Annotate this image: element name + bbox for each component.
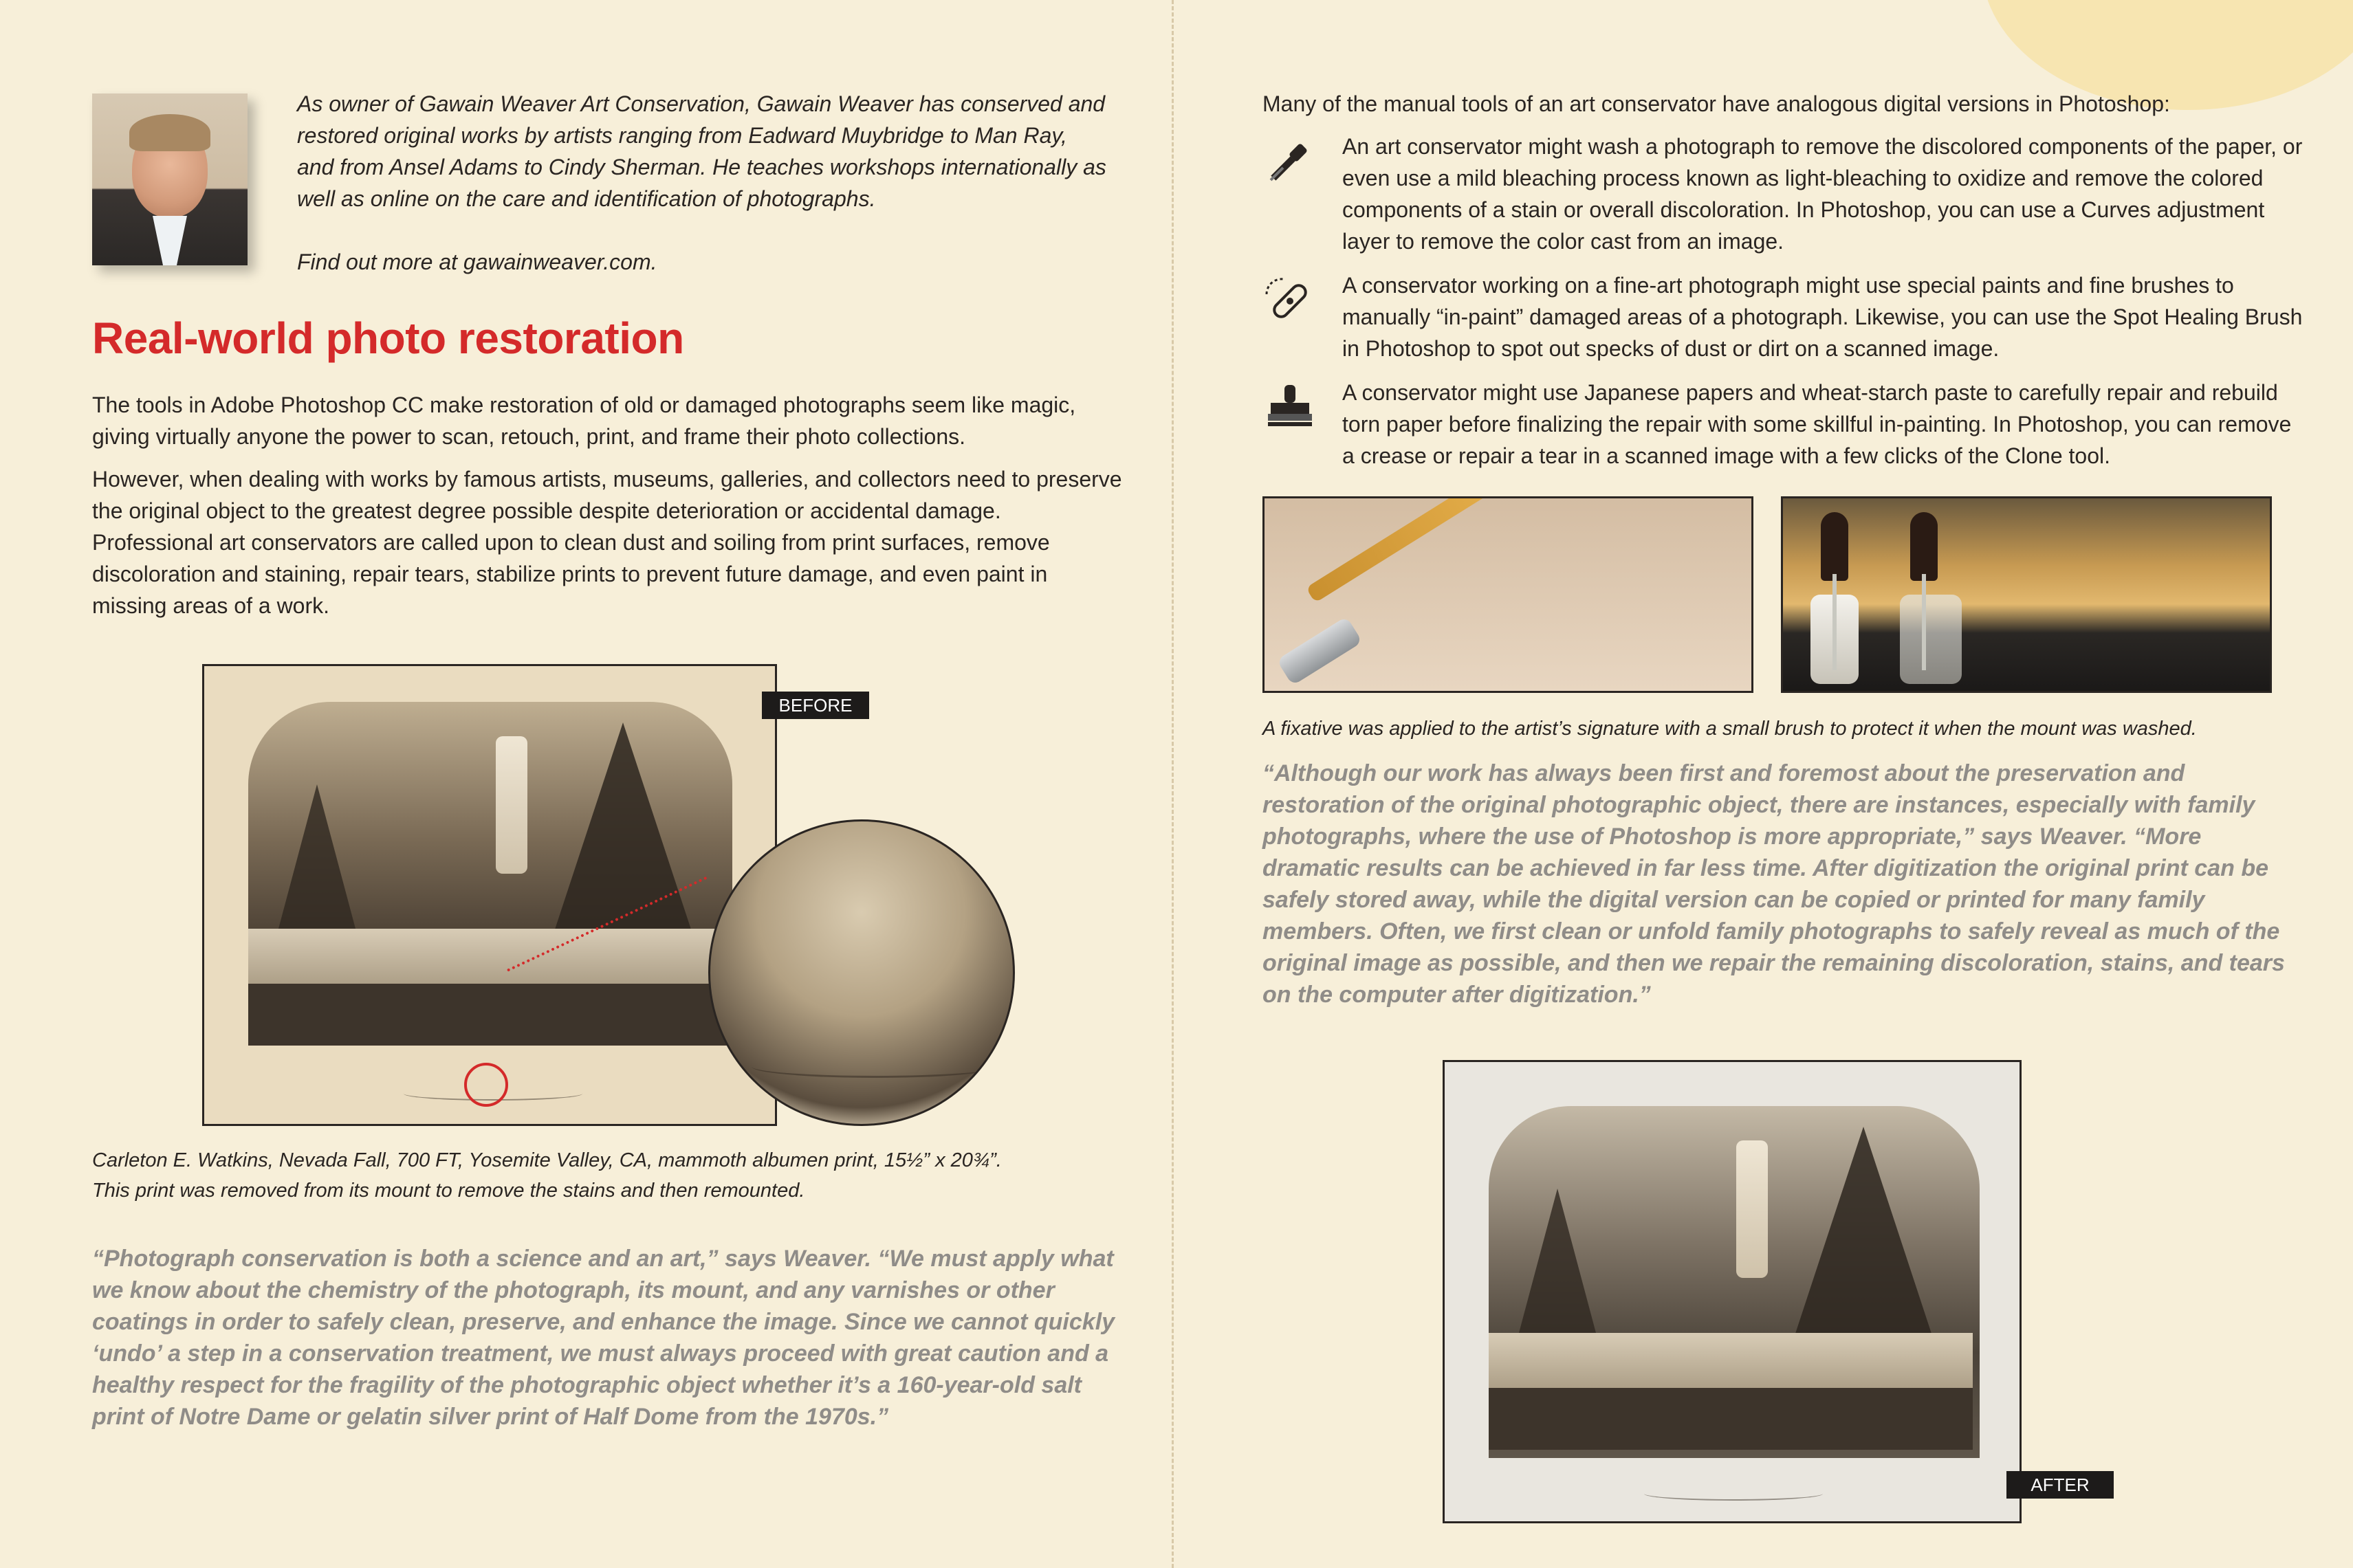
intro-body — [92, 389, 1124, 632]
paragraph-2: However, when dealing with works by famous artists, museums, galleries, and collectors need to preserve the original object to the greatest degree possible despite deterioration or accidental damage. Professional art conservators are called upon to clean dust and soiling from print surfaces, remove discoloration and staining, repair tears, stabilize prints to prevent future damage, and even paint in missing areas of a work. — [92, 467, 1122, 618]
eyedropper-icon — [1262, 135, 1317, 190]
brush-ferrule — [1276, 617, 1362, 686]
dropper-bulb-right — [1910, 512, 1938, 581]
portrait-collar — [153, 216, 187, 265]
rocks — [248, 984, 732, 1046]
bio-link[interactable]: Find out more at gawainweaver.com. — [297, 250, 657, 274]
dropper-tube-right — [1922, 574, 1926, 670]
tool-text-eyedropper: An art conservator might wash a photograph to remove the discolored components of the paper, or even use a mild bleaching process known as light-bleaching to oxidize and remove the colored components of a stain or overall discoloration. In Photoshop, you can use a Curves adjustment layer to remove the color cast from an image. — [1342, 134, 2303, 254]
rocks — [1489, 1388, 1973, 1450]
page-gutter — [1172, 0, 1174, 1568]
after-photograph — [1443, 1060, 2022, 1523]
paragraph-1: The tools in Adobe Photoshop CC make restoration of old or damaged photographs seem like magic, giving virtually anyone the power to scan, retouch, print, and frame their photo collections. — [92, 393, 1076, 449]
thumb-caption: A fixative was applied to the artist’s signature with a small brush to protect it when the mount was washed. — [1262, 718, 2197, 740]
river — [1489, 1333, 1973, 1395]
section-heading: Real-world photo restoration — [92, 313, 684, 363]
author-bio — [297, 88, 1108, 309]
beaker — [1900, 595, 1962, 684]
dropper-tube-left — [1832, 574, 1837, 670]
caption-line-2: This print was removed from its mount to remove the stains and then remounted. — [92, 1180, 805, 1202]
pull-quote-right: “Although our work has always been first and foremost about the preservation and restoration of the original photographic object, there are instances, especially with family photographs, where the use of Photoshop is more appropriate,” says Weaver. “More dramatic results can be achieved in far less time. After digitization the original print can be safely stored away, while the digital version can be copied or printed for many family members. Often, we first clean or unfold family photographs to safely reveal as much of the original image as possible, and then we repair the remaining discoloration, stains, and tears on the computer after digitization.” — [1262, 760, 2285, 1008]
spot-healing-brush-icon — [1262, 274, 1317, 329]
dropper-bulb-left — [1821, 512, 1848, 581]
tool-text-clone: A conservator might use Japanese papers and wheat-starch paste to carefully repair and rebuild torn paper before finalizing the repair with some skillful in-painting. In Photoshop, you can remove a crease or repair a tear in a scanned image with a few clicks of the Clone tool. — [1342, 380, 2292, 468]
waterfall — [1736, 1140, 1768, 1278]
after-plate-image — [1489, 1106, 1980, 1458]
tool-row-healing — [1262, 269, 2308, 366]
tool-row-clone — [1262, 377, 2308, 473]
before-photograph — [202, 664, 777, 1126]
mount-inscription — [1644, 1487, 1823, 1501]
signature-highlight-circle — [464, 1063, 508, 1107]
washing-tray-photo — [1781, 496, 2272, 693]
brush-signature-photo — [1262, 496, 1753, 693]
pull-quote-left: “Photograph conservation is both a science and an art,” says Weaver. “We must apply what we know about the chemistry of the photograph, its mount, and any varnishes or other coatings in order to safely clean, preserve, and enhance the image. Since we cannot quickly ‘undo’ a step in a conservation treatment, we must always proceed with great caution and a healthy respect for the fragility of the photographic object whether it’s a 160-year-old salt print of Notre Dame or gelatin silver print of Half Dome from the 1970s.” — [92, 1246, 1115, 1430]
zoomed-inscription — [752, 1055, 999, 1078]
before-label: BEFORE — [762, 692, 869, 719]
waterfall — [496, 736, 527, 874]
clone-stamp-icon — [1262, 381, 1317, 436]
portrait-hair — [129, 114, 210, 151]
after-label: AFTER — [2006, 1471, 2114, 1499]
caption-line-1: Carleton E. Watkins, Nevada Fall, 700 FT, Yosemite Valley, CA, mammoth albumen print, 15½” x 20¾”. — [92, 1149, 1002, 1171]
tool-text-healing: A conservator working on a fine-art photograph might use special paints and fine brushes to manually “in-paint” damaged areas of a photograph. Likewise, you can use the Spot Healing Brush in Photoshop to spot out specks of dust or dirt on a scanned image. — [1342, 273, 2303, 361]
tools-intro: Many of the manual tools of an art conservator have analogous digital versions in Photoshop: — [1262, 91, 2170, 116]
before-photo-caption — [92, 1145, 1096, 1206]
tool-row-eyedropper — [1262, 131, 2308, 261]
author-portrait — [92, 93, 248, 265]
signature-zoom-detail — [708, 819, 1015, 1126]
signature-ink — [1278, 512, 1732, 560]
river — [248, 929, 732, 991]
before-plate-image — [248, 702, 732, 1046]
bio-text: As owner of Gawain Weaver Art Conservation, Gawain Weaver has conserved and restored original works by artists ranging from Eadward Muybridge to Man Ray, and from Ansel Adams to Cindy Sherman. He teaches workshops internationally as well as online on the care and identification of photographs. — [297, 91, 1106, 211]
